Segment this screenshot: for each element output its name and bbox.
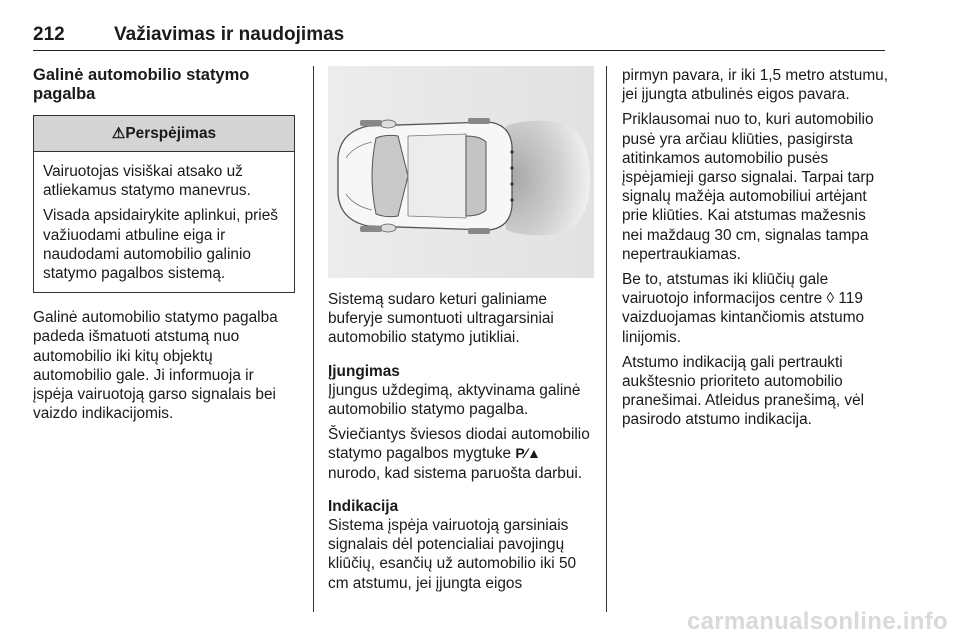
page-header (33, 22, 885, 51)
paragraph-2: Priklausomai nuo to, kuri automobilio pusė yra arčiau kliūties, pasigirsta atitinkamos automobilio pusės įspėjamieji garso signalai. Tarpai tarp signalų mažėja automobiliui artėjant prie kliūties. Kai atstumas mažesnis nei maždaug 30 cm, signalas tampa nepertraukiamas. (622, 111, 875, 263)
section-heading: Galinė automobilio statymo pagalba (33, 66, 250, 103)
led-paragraph (328, 425, 594, 483)
paragraph-4: Atstumo indikaciją gali pertraukti aukštesnio prioriteto automobilio pranešimai. Atleidus pranešimą, vėl pasirodo atstumo indikacija. (622, 353, 865, 429)
indication-text: Sistema įspėja vairuotoją garsiniais signalais dėl potencialiai pavojingų kliūčių, esančių už automobilio iki 50 cm atstumu, jei įjungta eigos (328, 517, 577, 592)
sensor-dot (510, 182, 513, 185)
sensor-dot (510, 150, 513, 153)
column-middle (328, 66, 594, 599)
sensor-zone (506, 121, 590, 236)
warning-body (34, 152, 294, 292)
column-left (33, 66, 295, 429)
paragraph-3-text-a: Be to, atstumas iki kliūčių gale vairuotojo informacijos centre (622, 271, 829, 308)
warning-triangle-icon: ⚠ (111, 125, 126, 142)
watermark: carmanualsonline.info (686, 608, 948, 635)
sensor-dot (510, 198, 513, 201)
page-number: 212 (33, 24, 65, 45)
figure-caption: Sistemą sudaro keturi galiniame buferyje sumontuoti ultragarsiniai automobilio statymo jutikliai. (328, 291, 554, 347)
warning-text-2: Visada apsidairykite aplinkui, prieš važiuodami atbuline eiga ir naudodami automobilio galinio statymo pagalbos sistemą. (43, 207, 278, 283)
activation-text: Įjungus uždegimą, aktyvinama galinė automobilio statymo pagalba. (328, 381, 581, 419)
led-text-a: Šviečiantys šviesos diodai automobilio statymo pagalbos mygtuke (328, 426, 590, 463)
intro-paragraph: Galinė automobilio statymo pagalba padeda išmatuoti atstumą nuo automobilio iki kitų objektų automobilio gale. Ji informuoja ir įspėja vairuotoją garso signalais bei vaizdo indikacijomis. (33, 309, 278, 423)
car-top-view-illustration (328, 66, 594, 278)
warning-title: Perspėjimas (125, 125, 217, 142)
page-title: Važiavimas ir naudojimas (114, 24, 345, 45)
paragraph-3 (622, 270, 890, 347)
page-reference-link[interactable]: 119 (838, 290, 863, 308)
paragraph-1: pirmyn pavara, ir iki 1,5 metro atstumu, jei įjungta atbulinės eigos pavara. (622, 67, 889, 104)
page-reference-icon: ◊ (826, 290, 835, 308)
column-divider-right (606, 66, 607, 612)
warning-text-1: Vairuotojas visiškai atsako už atliekamus statymo manevrus. (43, 163, 251, 200)
led-text-b: nurodo, kad sistema paruošta darbui. (328, 464, 583, 482)
warning-header (34, 116, 294, 152)
column-divider-left (313, 66, 314, 612)
column-right (622, 66, 890, 436)
heading-indication: Indikacija (328, 497, 399, 515)
paragraph-3-text-b: vaizduojamas kintančiomis atstumo linijomis. (622, 309, 865, 346)
heading-activation: Įjungimas (328, 362, 400, 380)
sensor-dot (510, 166, 513, 169)
warning-box (33, 115, 295, 293)
parking-assist-button-icon: P⁄▲ (515, 445, 541, 462)
